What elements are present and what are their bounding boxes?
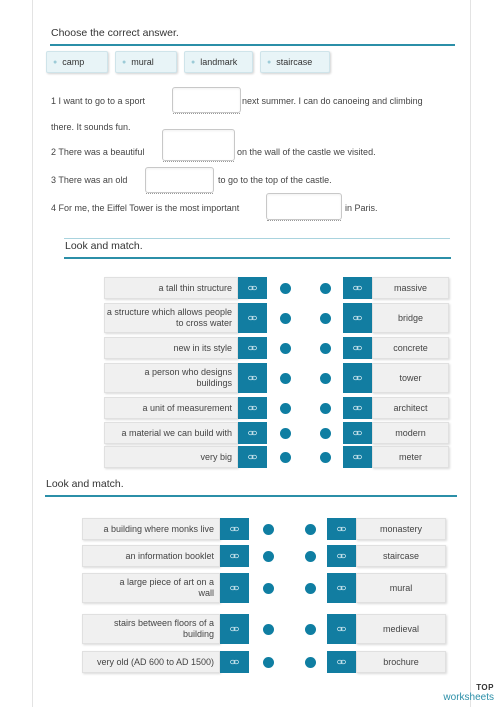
topworksheets-logo	[443, 683, 494, 703]
exercise1-title: Choose the correct answer.	[51, 27, 179, 39]
match-right-label: staircase	[382, 551, 419, 561]
match-left-label: a large piece of art on a wall	[119, 577, 214, 598]
link-icon[interactable]	[343, 446, 372, 468]
match-left-label: a building where monks live	[103, 523, 214, 534]
match-right-item[interactable]	[356, 651, 446, 673]
match-dot-left[interactable]	[280, 403, 291, 414]
match-left-label: a structure which allows people to cross water	[106, 307, 232, 328]
match-left-item[interactable]	[82, 614, 220, 644]
match-dot-right[interactable]	[305, 657, 316, 668]
link-icon[interactable]	[238, 363, 267, 393]
match-left-item[interactable]	[104, 363, 238, 393]
link-icon[interactable]	[238, 446, 267, 468]
word-chip-mural[interactable]	[115, 51, 177, 73]
sentence-2-start: 2 There was a beautiful	[51, 147, 145, 157]
match-left-item[interactable]	[82, 545, 220, 567]
exercise1-rule	[50, 44, 455, 46]
match-left-item[interactable]	[82, 651, 220, 673]
drag-dot-icon: ●	[122, 58, 127, 66]
answer-gap-3[interactable]	[145, 167, 214, 193]
match-dot-right[interactable]	[320, 373, 331, 384]
link-icon[interactable]	[327, 614, 356, 644]
match-dot-left[interactable]	[280, 343, 291, 354]
match-left-item[interactable]	[82, 518, 220, 540]
match-dot-left[interactable]	[280, 313, 291, 324]
match-dot-right[interactable]	[305, 583, 316, 594]
link-icon[interactable]	[220, 614, 249, 644]
match-right-label: medieval	[382, 624, 420, 634]
match-left-item[interactable]	[104, 277, 238, 299]
link-icon[interactable]	[220, 545, 249, 567]
link-icon[interactable]	[238, 303, 267, 333]
exercise2-top-rule	[64, 238, 450, 239]
drag-dot-icon: ●	[53, 58, 58, 66]
match-right-item[interactable]	[372, 397, 449, 419]
match-right-label: tower	[399, 373, 422, 383]
match-left-label: a unit of measurement	[142, 402, 232, 413]
link-icon[interactable]	[327, 545, 356, 567]
link-icon[interactable]	[220, 573, 249, 603]
match-dot-right[interactable]	[305, 624, 316, 635]
match-left-label: new in its style	[173, 342, 232, 353]
sentence-3-start: 3 There was an old	[51, 175, 128, 185]
match-dot-left[interactable]	[263, 551, 274, 562]
word-chip-camp[interactable]	[46, 51, 108, 73]
exercise3-title: Look and match.	[46, 478, 124, 490]
match-left-label: very old (AD 600 to AD 1500)	[96, 656, 214, 667]
match-dot-right[interactable]	[320, 343, 331, 354]
match-left-item[interactable]	[104, 303, 238, 333]
exercise2-rule	[64, 257, 451, 259]
link-icon[interactable]	[343, 363, 372, 393]
sentence-1-cont: there. It sounds fun.	[51, 122, 131, 132]
match-right-item[interactable]	[372, 303, 449, 333]
match-left-item[interactable]	[104, 397, 238, 419]
word-chip-landmark[interactable]	[184, 51, 253, 73]
page-margin-left	[32, 0, 33, 707]
answer-gap-1[interactable]	[172, 87, 241, 113]
match-left-label: a tall thin structure	[158, 282, 232, 293]
link-icon[interactable]	[343, 277, 372, 299]
link-icon[interactable]	[343, 303, 372, 333]
exercise3-rule	[45, 495, 457, 497]
link-icon[interactable]	[238, 397, 267, 419]
match-dot-left[interactable]	[263, 657, 274, 668]
match-right-label: modern	[395, 428, 426, 438]
match-dot-right[interactable]	[320, 313, 331, 324]
link-icon[interactable]	[327, 651, 356, 673]
word-label: staircase	[276, 57, 313, 67]
match-dot-left[interactable]	[280, 428, 291, 439]
match-right-item[interactable]	[356, 614, 446, 644]
match-dot-left[interactable]	[263, 583, 274, 594]
match-right-label: mural	[389, 583, 413, 593]
link-icon[interactable]	[238, 337, 267, 359]
match-dot-left[interactable]	[280, 452, 291, 463]
match-left-label: a material we can build with	[121, 427, 232, 438]
link-icon[interactable]	[327, 573, 356, 603]
link-icon[interactable]	[327, 518, 356, 540]
match-left-label: a person who designs buildings	[144, 367, 232, 388]
word-bank	[46, 51, 330, 73]
match-right-label: architect	[393, 403, 428, 413]
match-left-item[interactable]	[104, 337, 238, 359]
page-margin-right	[470, 0, 471, 707]
word-label: landmark	[200, 57, 238, 67]
match-dot-right[interactable]	[320, 452, 331, 463]
match-right-item[interactable]	[356, 545, 446, 567]
match-dot-right[interactable]	[320, 403, 331, 414]
drag-dot-icon: ●	[267, 58, 272, 66]
match-left-label: very big	[200, 451, 232, 462]
match-left-item[interactable]	[104, 422, 238, 444]
match-right-item[interactable]	[372, 363, 449, 393]
logo-wordmark: worksheets	[443, 692, 494, 703]
match-dot-left[interactable]	[280, 283, 291, 294]
match-left-label: stairs between floors of a building	[113, 618, 214, 639]
link-icon[interactable]	[220, 518, 249, 540]
match-dot-right[interactable]	[305, 551, 316, 562]
match-dot-left[interactable]	[280, 373, 291, 384]
sentence-2-end: on the wall of the castle we visited.	[237, 147, 376, 157]
answer-gap-2[interactable]	[162, 129, 235, 161]
logo-top: TOP	[476, 683, 494, 692]
match-right-label: meter	[398, 452, 422, 462]
sentence-4-start: 4 For me, the Eiffel Tower is the most important	[51, 203, 240, 213]
sentence-3-end: to go to the top of the castle.	[218, 175, 332, 185]
match-right-label: brochure	[383, 657, 419, 667]
match-right-item[interactable]	[356, 518, 446, 540]
answer-gap-4[interactable]	[266, 193, 342, 220]
link-icon[interactable]	[238, 277, 267, 299]
match-right-item[interactable]	[356, 573, 446, 603]
match-dot-right[interactable]	[320, 428, 331, 439]
link-icon[interactable]	[343, 422, 372, 444]
match-dot-right[interactable]	[305, 524, 316, 535]
match-left-label: an information booklet	[125, 550, 214, 561]
match-right-label: massive	[393, 283, 427, 293]
sentence-4-end: in Paris.	[345, 203, 378, 213]
exercise2-title: Look and match.	[65, 240, 143, 252]
word-chip-staircase[interactable]	[260, 51, 330, 73]
link-icon[interactable]	[343, 337, 372, 359]
match-left-item[interactable]	[82, 573, 220, 603]
match-right-item[interactable]	[372, 422, 449, 444]
word-label: mural	[131, 57, 154, 67]
match-dot-right[interactable]	[320, 283, 331, 294]
sentence-1-start: 1 I want to go to a sport	[51, 96, 146, 106]
match-right-label: monastery	[379, 524, 423, 534]
match-right-item[interactable]	[372, 337, 449, 359]
match-right-item[interactable]	[372, 446, 449, 468]
link-icon[interactable]	[343, 397, 372, 419]
sentence-1-end: next summer. I can do canoeing and climbing	[242, 96, 423, 106]
link-icon[interactable]	[220, 651, 249, 673]
match-left-item[interactable]	[104, 446, 238, 468]
word-label: camp	[62, 57, 85, 67]
drag-dot-icon: ●	[191, 58, 196, 66]
match-right-label: bridge	[397, 313, 424, 323]
match-dot-left[interactable]	[263, 624, 274, 635]
match-right-label: concrete	[393, 343, 428, 353]
match-right-item[interactable]	[372, 277, 449, 299]
link-icon[interactable]	[238, 422, 267, 444]
match-dot-left[interactable]	[263, 524, 274, 535]
